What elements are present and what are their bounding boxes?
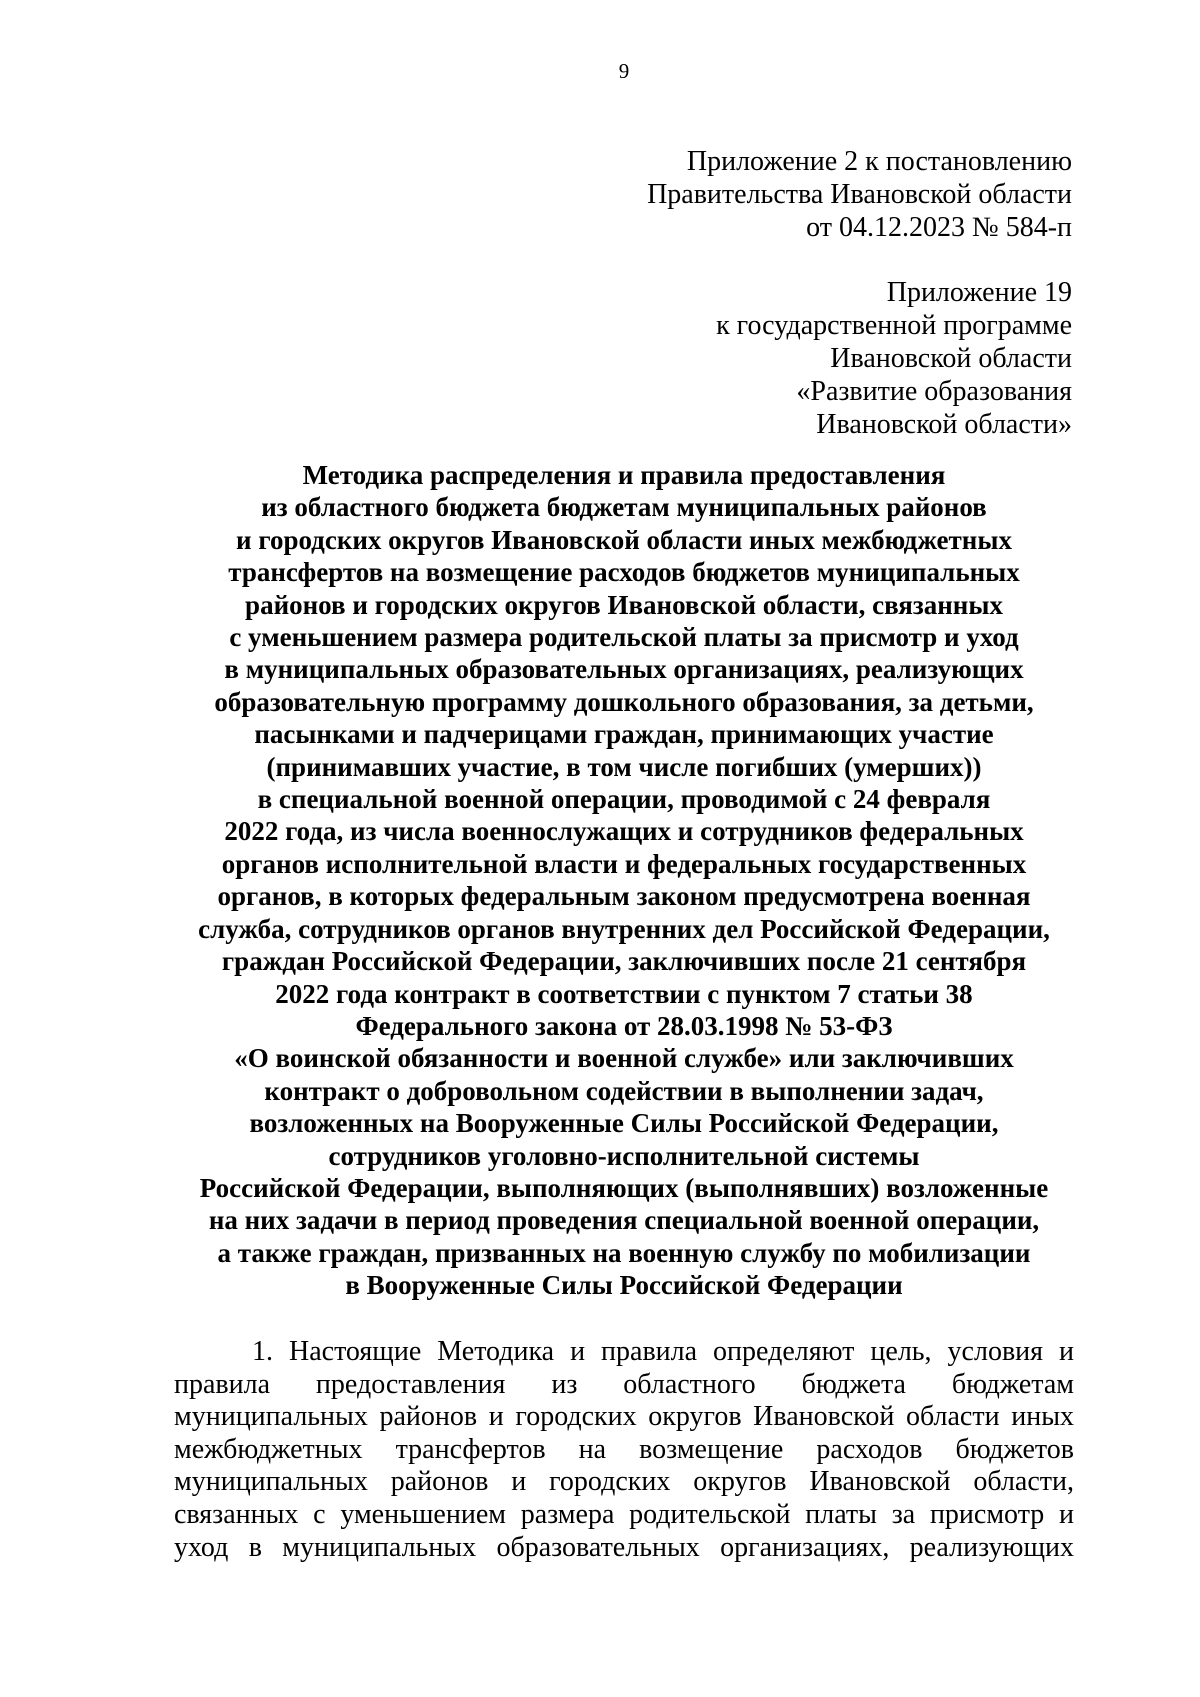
title-line: на них задачи в период проведения специальной военной операции, xyxy=(208,1205,1040,1236)
paragraph-line: 1. Настоящие Методика и правила определяют цель, условия и xyxy=(252,1336,1074,1367)
title-line: и городских округов Ивановской области иных межбюджетных xyxy=(236,524,1012,555)
title-line: районов и городских округов Ивановской области, связанных xyxy=(245,589,1003,620)
title-line: органов исполнительной власти и федеральных государственных xyxy=(221,848,1027,879)
paragraph-line: правила предоставления из областного бюджета бюджетам xyxy=(174,1368,1074,1400)
title-line: Российской Федерации, выполняющих (выполнявших) возложенные xyxy=(199,1172,1049,1203)
appendix-line: Ивановской области» xyxy=(816,409,1072,440)
title-line: 2022 года, из числа военнослужащих и сотрудников федеральных xyxy=(224,816,1024,847)
title-line: (принимавших участие, в том числе погибших (умерших)) xyxy=(266,751,982,782)
appendix-line: Приложение 19 xyxy=(886,277,1072,308)
title-line: контракт о добровольном содействии в выполнении задач, xyxy=(264,1075,984,1106)
page-number: 9 xyxy=(618,59,630,83)
title-line: граждан Российской Федерации, заключивших после 21 сентября xyxy=(221,946,1027,977)
title-line: в специальной военной операции, проводимой с 24 февраля xyxy=(257,784,991,815)
title-line: трансфертов на возмещение расходов бюджетов муниципальных xyxy=(228,557,1020,588)
title-line: 2022 года контракт в соответствии с пунктом 7 статьи 38 xyxy=(275,978,973,1009)
paragraph-line: муниципальных районов и городских округов Ивановской области, xyxy=(174,1466,1074,1498)
title-line: с уменьшением размера родительской платы за присмотр и уход xyxy=(229,622,1019,653)
title-line: пасынками и падчерицами граждан, принимающих участие xyxy=(254,719,994,750)
appendix-line: к государственной программе xyxy=(716,310,1072,341)
appendix-line: Ивановской области xyxy=(830,343,1072,374)
paragraph-1 xyxy=(174,1336,1074,1564)
document-title xyxy=(150,459,1098,1302)
title-line: а также граждан, призванных на военную службу по мобилизации xyxy=(217,1237,1031,1268)
title-line: Методика распределения и правила предоставления xyxy=(302,460,946,490)
title-line: из областного бюджета бюджетам муниципальных районов xyxy=(261,492,987,523)
paragraph-line: уход в муниципальных образовательных организациях, реализующих xyxy=(174,1531,1074,1563)
paragraph-line: межбюджетных трансфертов на возмещение расходов бюджетов xyxy=(174,1433,1074,1465)
title-line: образовательную программу дошкольного образования, за детьми, xyxy=(214,686,1034,717)
appendix-header-resolution xyxy=(647,145,1072,244)
title-line: служба, сотрудников органов внутренних дел Российской Федерации, xyxy=(198,913,1050,944)
title-line: возложенных на Вооруженные Силы Российской Федерации, xyxy=(249,1108,999,1139)
title-line: в муниципальных образовательных организациях, реализующих xyxy=(224,654,1024,685)
appendix-line: «Развитие образования xyxy=(796,376,1072,407)
title-line: органов, в которых федеральным законом предусмотрена военная xyxy=(217,881,1031,912)
title-line: Федерального закона от 28.03.1998 № 53-ФЗ xyxy=(355,1010,893,1041)
appendix-line: Правительства Ивановской области xyxy=(647,179,1072,210)
paragraph-line: муниципальных районов и городских округов Ивановской области иных xyxy=(174,1401,1074,1433)
title-line: в Вооруженные Силы Российской Федерации xyxy=(345,1270,903,1301)
appendix-line: от 04.12.2023 № 584-п xyxy=(806,212,1072,243)
paragraph-line: связанных с уменьшением размера родительской платы за присмотр и xyxy=(174,1498,1074,1530)
title-line: сотрудников уголовно-исполнительной системы xyxy=(328,1140,920,1171)
appendix-header-program xyxy=(716,276,1072,441)
title-line: «О воинской обязанности и военной службе» или заключивших xyxy=(234,1043,1014,1074)
appendix-line: Приложение 2 к постановлению xyxy=(686,146,1072,177)
